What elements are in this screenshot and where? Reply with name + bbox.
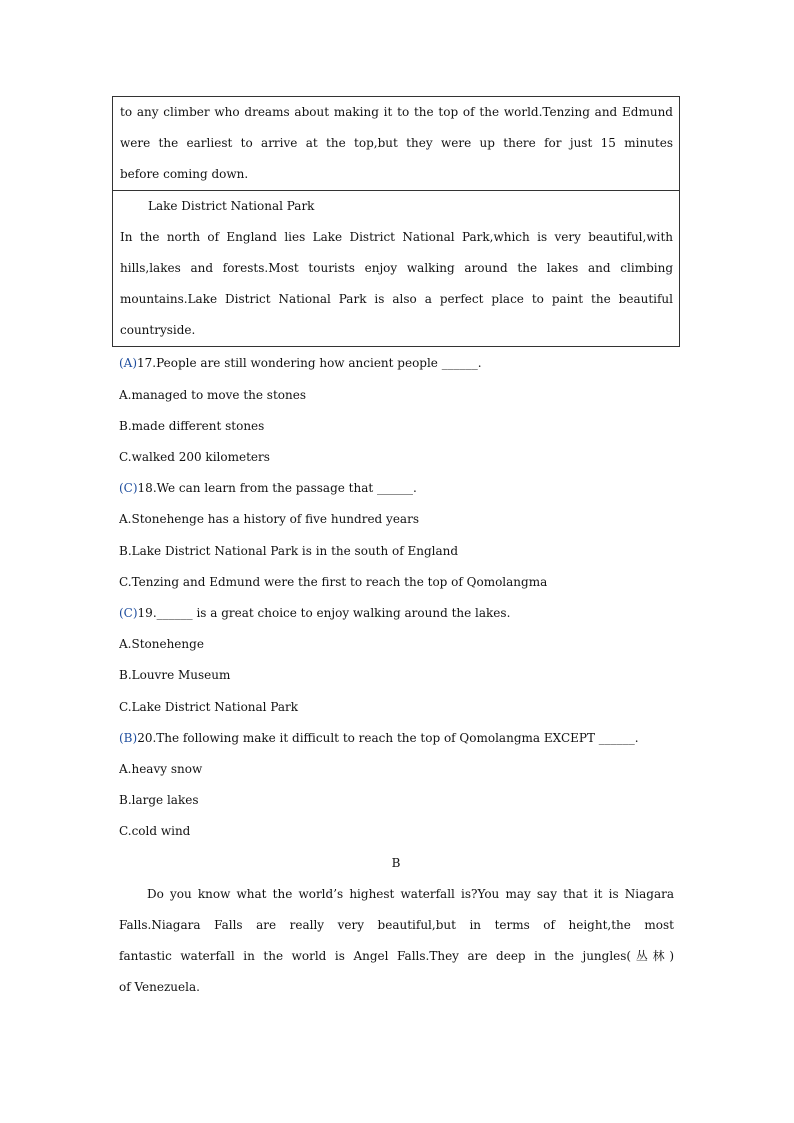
question-17-stem [119,348,681,379]
question-option: A.heavy snow [119,762,203,776]
table-text-line: before coming down. [120,167,249,181]
question-text: 18.We can learn from the passage that ______. [137,481,417,495]
table-text-line: to any climber who dreams about making it to the top of the world.Tenzing and Edmund [120,105,673,119]
passage-line: Falls.Niagara Falls are really very beautiful,but in terms of height,the most [119,918,674,932]
question-option: B.large lakes [119,793,199,807]
table-cell-title: Lake District National Park [148,199,315,213]
table-text-line: In the north of England lies Lake District National Park,which is very beautiful,with [120,230,673,244]
question-text: 17.People are still wondering how ancient people ______. [137,356,482,370]
question-option: C.Lake District National Park [119,700,299,714]
question-option: A.managed to move the stones [119,388,306,402]
question-text: 20.The following make it difficult to reach the top of Qomolangma EXCEPT ______. [137,731,639,745]
question-option: B.made different stones [119,419,265,433]
question-option: C.cold wind [119,824,191,838]
question-option: B.Lake District National Park is in the south of England [119,544,459,558]
answer-label: (B) [119,731,138,745]
question-20-stem [119,723,681,754]
passage-line: of Venezuela. [119,980,200,994]
passage-line: Do you know what the world’s highest waterfall is?You may say that it is Niagara [147,887,674,901]
question-19-stem [119,598,681,629]
answer-label: (A) [119,356,138,370]
table-row-lake-district [113,190,679,346]
section-heading: B [391,856,401,870]
question-option: C.Tenzing and Edmund were the first to reach the top of Qomolangma [119,575,548,589]
question-option: A.Stonehenge has a history of five hundred years [119,512,419,526]
question-option: A.Stonehenge [119,637,204,651]
passage-table [112,96,680,347]
table-text-line: mountains.Lake District National Park is also a perfect place to paint the beautiful [120,292,673,306]
table-row-qomolangma [113,97,679,190]
question-18-stem [119,473,681,504]
answer-label: (C) [119,481,138,495]
passage-line: fantastic waterfall in the world is Angel Falls.They are deep in the jungles(丛林) [119,949,674,963]
question-option: B.Louvre Museum [119,668,231,682]
table-text-line: countryside. [120,323,196,337]
answer-label: (C) [119,606,138,620]
question-text: 19.______ is a great choice to enjoy walking around the lakes. [137,606,511,620]
table-text-line: were the earliest to arrive at the top,but they were up there for just 15 minutes [120,136,673,150]
table-text-line: hills,lakes and forests.Most tourists enjoy walking around the lakes and climbing [120,261,673,275]
question-option: C.walked 200 kilometers [119,450,270,464]
